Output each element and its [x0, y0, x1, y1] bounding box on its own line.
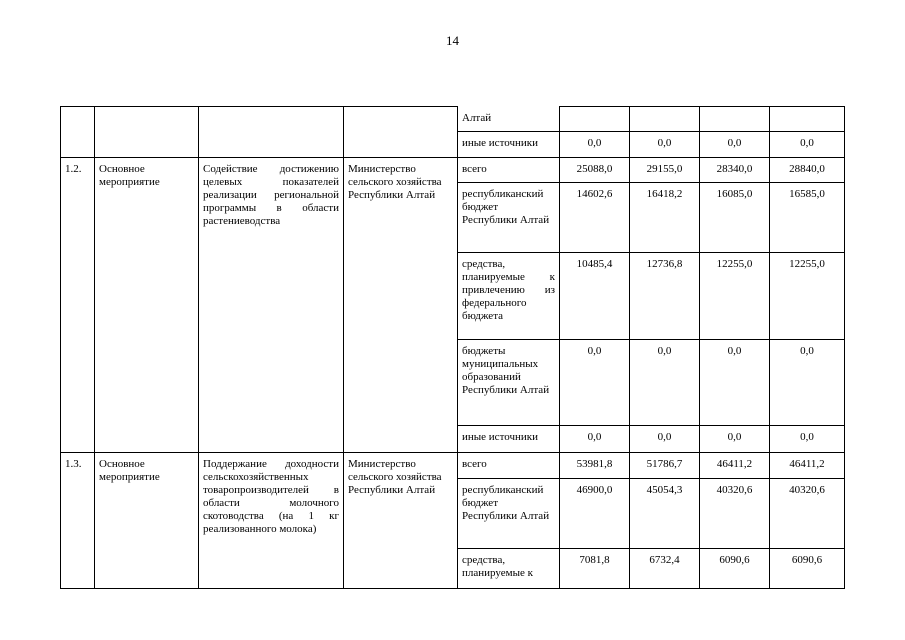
row-number-cell	[61, 107, 95, 158]
source-cell: бюджеты муниципальных образований Республики Алтай	[458, 340, 560, 426]
source-cell: республиканский бюджет Республики Алтай	[458, 183, 560, 253]
value-cell: 25088,0	[560, 158, 630, 183]
value-cell: 53981,8	[560, 453, 630, 479]
group-executor: Министерство сельского хозяйства Республики Алтай	[344, 158, 458, 453]
group-number: 1.2.	[61, 158, 95, 453]
value-cell: 46900,0	[560, 479, 630, 549]
value-cell: 28840,0	[770, 158, 845, 183]
table-row	[61, 453, 845, 479]
group-number: 1.3.	[61, 453, 95, 589]
source-cell: республиканский бюджет Республики Алтай	[458, 479, 560, 549]
source-cell: всего	[458, 453, 560, 479]
row-name-cell	[199, 107, 344, 158]
source-cell: средства, планируемые к	[458, 549, 560, 589]
group-type: Основное мероприятие	[95, 453, 199, 589]
value-cell: 0,0	[560, 132, 630, 158]
value-cell: 0,0	[560, 426, 630, 453]
group-type: Основное мероприятие	[95, 158, 199, 453]
value-cell: 0,0	[700, 132, 770, 158]
value-cell: 0,0	[770, 340, 845, 426]
row-type-cell	[95, 107, 199, 158]
value-cell: 0,0	[700, 426, 770, 453]
value-cell: 6732,4	[630, 549, 700, 589]
value-cell: 16585,0	[770, 183, 845, 253]
table-row	[61, 107, 845, 132]
value-cell	[700, 107, 770, 132]
value-cell: 51786,7	[630, 453, 700, 479]
value-cell: 46411,2	[770, 453, 845, 479]
value-cell: 12255,0	[770, 253, 845, 340]
value-cell: 0,0	[770, 426, 845, 453]
value-cell: 40320,6	[770, 479, 845, 549]
value-cell: 12255,0	[700, 253, 770, 340]
value-cell	[630, 107, 700, 132]
value-cell: 10485,4	[560, 253, 630, 340]
value-cell: 0,0	[630, 426, 700, 453]
value-cell: 0,0	[700, 340, 770, 426]
source-cell: всего	[458, 158, 560, 183]
table-row	[61, 158, 845, 183]
source-cell: иные источники	[458, 132, 560, 158]
value-cell: 0,0	[630, 132, 700, 158]
value-cell: 7081,8	[560, 549, 630, 589]
group-executor: Министерство сельского хозяйства Республики Алтай	[344, 453, 458, 589]
value-cell: 0,0	[770, 132, 845, 158]
budget-table	[60, 106, 845, 589]
group-name: Содействие достижению целевых показателей реализации региональной программы в области растениеводства	[199, 158, 344, 453]
source-cell: Алтай	[458, 107, 560, 132]
value-cell: 6090,6	[770, 549, 845, 589]
value-cell	[560, 107, 630, 132]
value-cell: 6090,6	[700, 549, 770, 589]
value-cell: 45054,3	[630, 479, 700, 549]
value-cell: 14602,6	[560, 183, 630, 253]
value-cell: 46411,2	[700, 453, 770, 479]
value-cell: 28340,0	[700, 158, 770, 183]
row-executor-cell	[344, 107, 458, 158]
value-cell: 0,0	[560, 340, 630, 426]
source-cell: средства, планируемые к привлечению из федерального бюджета	[458, 253, 560, 340]
value-cell: 16418,2	[630, 183, 700, 253]
value-cell: 0,0	[630, 340, 700, 426]
value-cell	[770, 107, 845, 132]
value-cell: 29155,0	[630, 158, 700, 183]
page-number: 14	[446, 33, 459, 48]
value-cell: 40320,6	[700, 479, 770, 549]
value-cell: 16085,0	[700, 183, 770, 253]
source-cell: иные источники	[458, 426, 560, 453]
value-cell: 12736,8	[630, 253, 700, 340]
group-name: Поддержание доходности сельскохозяйственных товаропроизводителей в области молочного скотоводства (на 1 кг реализованного молока)	[199, 453, 344, 589]
